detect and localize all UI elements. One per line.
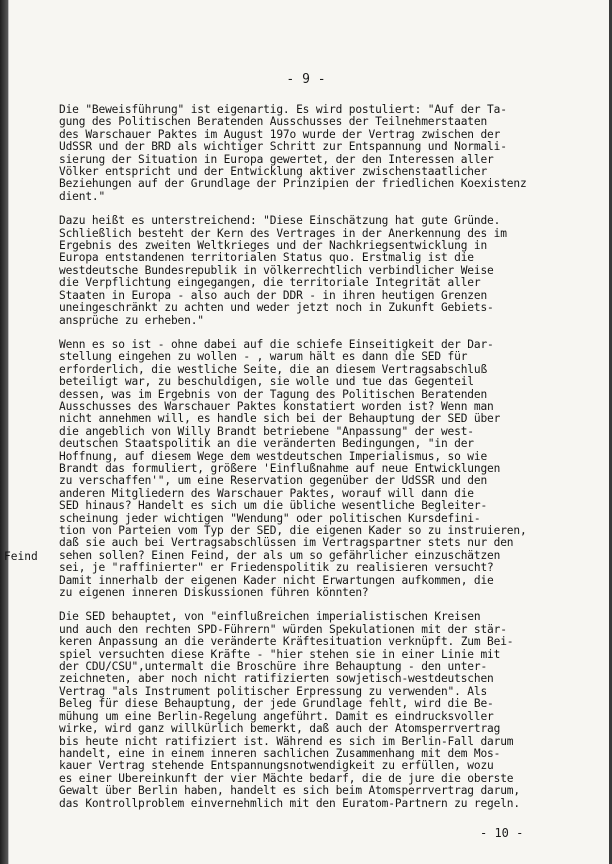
text-line: der CDU/CSU",untermalt die Broschüre ihre Behauptung - den unter- <box>59 661 488 674</box>
text-line: Schließlich besteht der Kern des Vertrages in der Anerkennung des im <box>59 227 507 240</box>
text-line: sei, je "raffinierter" er Friedenspolitik zu realisieren versucht? <box>59 562 494 575</box>
text-line: deutschen Staatspolitik an die veränderten Bedingungen, "in der <box>59 438 474 451</box>
text-line: sierung der Situation in Europa gewertet, der den Interessen aller <box>59 153 494 166</box>
text-line: Damit innerhalb der eigenen Kader nicht Erwartungen aufkommen, die <box>59 574 494 587</box>
text-line: die Verpflichtung eingegangen, die territoriale Integrität aller <box>59 277 481 290</box>
text-line: gung des Politischen Beratenden Ausschusses der Teilnehmerstaaten <box>59 116 488 129</box>
continuation-page-number: - 10 - <box>480 826 524 840</box>
text-line: es einer Übereinkunft der vier Mächte bedarf, die de jure die oberste <box>59 772 514 785</box>
text-line: Die "Beweisführung" ist eigenartig. Es wird postuliert: "Auf der Ta- <box>59 104 507 116</box>
text-line: Staaten in Europa - also auch der DDR - in ihren heutigen Grenzen <box>59 289 488 302</box>
text-line: Ergebnis des zweiten Weltkrieges und der Nachkriegsentwicklung in <box>59 240 488 253</box>
paragraph-4 <box>59 611 559 810</box>
text-line: des Warschauer Paktes im August 197o wurde der Vertrag zwischen der <box>59 128 501 141</box>
text-line: wirke, wird ganz willkürlich bemerkt, daß auch der Atomsperrvertrag <box>59 723 501 736</box>
text-line: spiel versuchten diese Kräfte - "hier stehen sie in einer Linie mit <box>59 648 501 661</box>
text-line: Die SED behauptet, von "einflußreichen imperialistischen Kreisen <box>59 611 481 624</box>
text-line: Hoffnung, auf diesem Wege dem westdeutschen Imperialismus, so wie <box>59 450 488 463</box>
text-line: Gewalt über Berlin haben, handelt es sich beim Atomsperrvertrag darum, <box>59 785 520 798</box>
text-line: erforderlich, die westliche Seite, die an diesem Vertragsabschluß <box>59 363 488 376</box>
document-body <box>59 104 559 822</box>
text-line: zu eigenen inneren Diskussionen führen könnten? <box>59 587 369 600</box>
text-line: Ausschusses des Warschauer Paktes konstatiert worden ist? Wenn man <box>59 400 494 413</box>
text-line: tion von Parteien vom Typ der SED, die eigenen Kader so zu instruieren, <box>59 525 527 537</box>
page-number: - 9 - <box>286 72 326 87</box>
text-line: nicht annehmen will, es handle sich bei der Behauptung der SED über <box>59 413 501 426</box>
text-line: ansprüche zu erheben." <box>59 314 204 327</box>
text-line: keren Anpassung an die veränderte Kräftesituation verknüpft. Zum Bei- <box>59 636 514 649</box>
text-line: das Kontrollproblem einvernehmlich mit den Euratom-Partnern zu regeln. <box>59 797 520 810</box>
text-line: Dazu heißt es unterstreichend: "Diese Einschätzung hat gute Gründe. <box>59 215 501 228</box>
text-line: dessen, was im Ergebnis von der Tagung des Politischen Beratenden <box>59 388 488 401</box>
text-line: handelt, eine in einem inneren sachlichen Zusammenhang mit dem Mos- <box>59 747 501 760</box>
text-line: dient." <box>59 190 106 203</box>
text-line: zeichneten, aber noch nicht ratifizierten sowjetisch-westdeutschen <box>59 673 494 686</box>
text-line: Beziehungen auf der Grundlage der Prinzipien der friedlichen Koexistenz <box>59 178 527 191</box>
paragraph-1 <box>59 104 559 203</box>
margin-note: Feind <box>4 550 38 563</box>
scan-edge-shadow <box>0 0 8 864</box>
text-line: uneingeschränkt zu achten und weder jetzt noch in Zukunft Gebiets- <box>59 302 494 315</box>
text-line: Europa entstandenen territorialen Status quo. Erstmalig ist die <box>59 252 474 265</box>
text-line: mühung um eine Berlin-Regelung angeführt. Damit es eindrucksvoller <box>59 710 494 723</box>
text-line: die angeblich von Willy Brandt betriebene "Anpassung" der west- <box>59 425 474 438</box>
text-line: Vertrag "als Instrument politischer Erpressung zu verwenden". Als <box>59 685 488 698</box>
paragraph-3 <box>59 339 559 600</box>
paragraph-2 <box>59 215 559 327</box>
text-line: stellung eingehen zu wollen - , warum hält es dann die SED für <box>59 351 468 364</box>
text-line: westdeutsche Bundesrepublik in völkerrechtlich verbindlicher Weise <box>59 264 494 277</box>
text-line: Völker entspricht und der Entwicklung aktiver zwischenstaatlicher <box>59 166 488 179</box>
text-line: Wenn es so ist - ohne dabei auf die schiefe Einseitigkeit der Dar- <box>59 338 494 351</box>
text-line: UdSSR und der BRD als wichtiger Schritt zur Entspannung und Normali- <box>59 141 507 154</box>
text-line: zu verschaffen'", um eine Reservation gegenüber der UdSSR und den <box>59 475 488 488</box>
text-line: sehen sollen? Einen Feind, der als um so gefährlicher einzuschätzen <box>59 549 501 562</box>
text-line: anderen Mitgliedern des Warschauer Paktes, worauf will dann die <box>59 487 474 500</box>
text-line: Beleg für diese Behauptung, der jede Grundlage fehlt, wird die Be- <box>59 698 494 711</box>
text-line: scheinung jeder wichtigen "Wendung" oder politischen Kursdefini- <box>59 512 481 525</box>
text-line: beteiligt war, zu beschuldigen, sie wolle und tue das Gegenteil <box>59 376 474 389</box>
text-line: bis heute nicht ratifiziert ist. Während es sich im Berlin-Fall darum <box>59 735 514 748</box>
text-line: und auch den rechten SPD-Führern" würden Spekulationen mit der stär- <box>59 623 507 636</box>
text-line: daß sie auch bei Vertragsabschlüssen im Vertragspartner stets nur den <box>59 537 514 550</box>
text-line: SED hinaus? Handelt es sich um die übliche wesentliche Begleiter- <box>59 500 488 513</box>
text-line: Brandt das formuliert, größere 'Einflußnahme auf neue Entwicklungen <box>59 462 501 475</box>
text-line: kauer Vertrag stehende Entspannungsnotwendigkeit zu erfüllen, wozu <box>59 760 494 773</box>
